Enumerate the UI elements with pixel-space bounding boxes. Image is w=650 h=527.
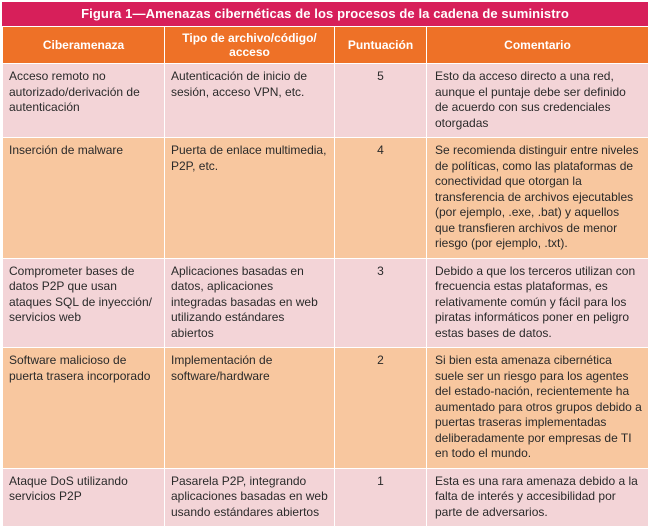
- threat-cell: Comprometer bases de datos P2P que usan ataques SQL de inyección/ servicios web: [3, 258, 165, 348]
- column-header-threat: Ciberamenaza: [3, 27, 165, 64]
- threat-table: [2, 26, 649, 527]
- score-cell: 1: [335, 468, 427, 527]
- score-cell: 3: [335, 258, 427, 348]
- comment-cell: Esta es una rara amenaza debido a la falta de interés y accesibilidad por parte de adversarios.: [427, 468, 649, 527]
- table-row: [3, 348, 649, 469]
- type-cell: Autenticación de inicio de sesión, acceso VPN, etc.: [165, 64, 335, 138]
- score-cell: 4: [335, 138, 427, 259]
- type-cell: Puerta de enlace multimedia, P2P, etc.: [165, 138, 335, 259]
- type-cell: Aplicaciones basadas en datos, aplicaciones integradas basadas en web utilizando estándares abiertos: [165, 258, 335, 348]
- header-row: [3, 27, 649, 64]
- threat-cell: Inserción de malware: [3, 138, 165, 259]
- comment-cell: Esto da acceso directo a una red, aunque el puntaje debe ser definido de acuerdo con sus credenciales otorgadas: [427, 64, 649, 138]
- threat-cell: Acceso remoto no autorizado/derivación de autenticación: [3, 64, 165, 138]
- type-cell: Pasarela P2P, integrando aplicaciones basadas en web usando estándares abiertos: [165, 468, 335, 527]
- column-header-comment: Comentario: [427, 27, 649, 64]
- column-header-type: Tipo de archivo/código/ acceso: [165, 27, 335, 64]
- column-header-score: Puntuación: [335, 27, 427, 64]
- comment-cell: Si bien esta amenaza cibernética suele ser un riesgo para los agentes del estado-nación, recientemente ha aumentado para otros grupos debido a puertas traseras implementadas deliberadamente por empresas de TI en todo el mundo.: [427, 348, 649, 469]
- table-row: [3, 64, 649, 138]
- figure-title: Figura 1—Amenazas cibernéticas de los procesos de la cadena de suministro: [2, 2, 648, 26]
- score-cell: 5: [335, 64, 427, 138]
- type-cell: Implementación de software/hardware: [165, 348, 335, 469]
- comment-cell: Se recomienda distinguir entre niveles de políticas, como las plataformas de conectividad que otorgan la transferencia de archivos ejecutables (por ejemplo, .exe, .bat) y aquellos que transfieren archivos de menor riesgo (por ejemplo, .txt).: [427, 138, 649, 259]
- threat-cell: Software malicioso de puerta trasera incorporado: [3, 348, 165, 469]
- table-row: [3, 468, 649, 527]
- comment-cell: Debido a que los terceros utilizan con frecuencia estas plataformas, es relativamente común y fácil para los piratas informáticos poner en peligro estas bases de datos.: [427, 258, 649, 348]
- table-row: [3, 258, 649, 348]
- table-row: [3, 138, 649, 259]
- threat-cell: Ataque DoS utilizando servicios P2P: [3, 468, 165, 527]
- score-cell: 2: [335, 348, 427, 469]
